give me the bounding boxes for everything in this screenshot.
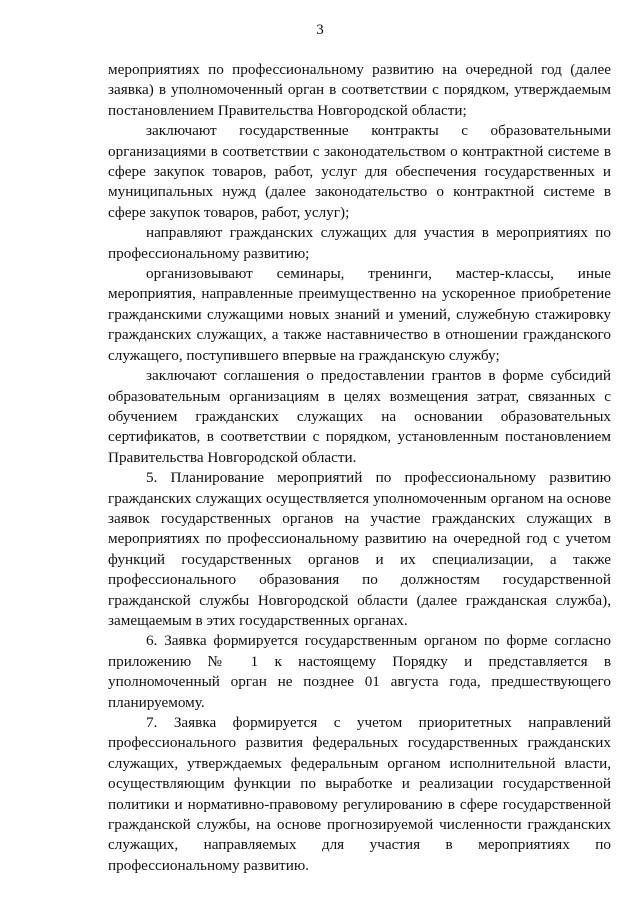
document-body	[108, 60, 611, 876]
paragraph-item-7: 7. Заявка формируется с учетом приоритетных направлений профессионального развития федеральных государственных гражданских служащих, утверждаемых федеральным органом исполнительной власти, осуществляющим функции по выработке и реализации государственной политики и нормативно-правовому регулированию в сфере государственной гражданской службы, на основе прогнозируемой численности гражданских служащих, направляемых для участия в мероприятиях по профессиональному развитию.	[108, 714, 611, 874]
paragraph-continuation: мероприятиях по профессиональному развитию на очередной год (далее заявка) в уполномоченный орган в соответствии с порядком, утверждаемым постановлением Правительства Новгородской области;	[108, 61, 611, 119]
paragraph-grants: заключают соглашения о предоставлении грантов в форме субсидий образовательным организациям в целях возмещения затрат, связанных с обучением гражданских служащих на основании образовательных сертификатов, в соответствии с порядком, установленным постановлением Правительства Новгородской области.	[108, 367, 611, 466]
paragraph-contracts: заключают государственные контракты с образовательными организациями в соответствии с законодательством о контрактной системе в сфере закупок товаров, работ, услуг для обеспечения государственных и муниципальных нужд (далее законодательство о контрактной системе в сфере закупок товаров, работ, услуг);	[108, 122, 611, 221]
page-number: 3	[316, 22, 324, 38]
paragraph-send-employees: направляют гражданских служащих для участия в мероприятиях по профессиональному развитию;	[108, 224, 611, 262]
paragraph-seminars: организовывают семинары, тренинги, мастер-классы, иные мероприятия, направленные преимущественно на ускоренное приобретение гражданскими служащими новых знаний и умений, служебную стажировку гражданских служащих, а также наставничество в отношении гражданского служащего, поступившего впервые на гражданскую службу;	[108, 265, 611, 364]
paragraph-item-6: 6. Заявка формируется государственным органом по форме согласно приложению № 1 к настоящему Порядку и представляется в уполномоченный орган не позднее 01 августа года, предшествующего планируемому.	[108, 632, 611, 711]
paragraph-item-5: 5. Планирование мероприятий по профессиональному развитию гражданских служащих осуществляется уполномоченным органом на основе заявок государственных органов на участие гражданских служащих в мероприятиях по профессиональному развитию на очередной год с учетом функций государственных органов и их специализации, а также профессионального образования по должностям государственной гражданской службы Новгородской области (далее гражданская служба), замещаемым в этих государственных органах.	[108, 469, 611, 629]
